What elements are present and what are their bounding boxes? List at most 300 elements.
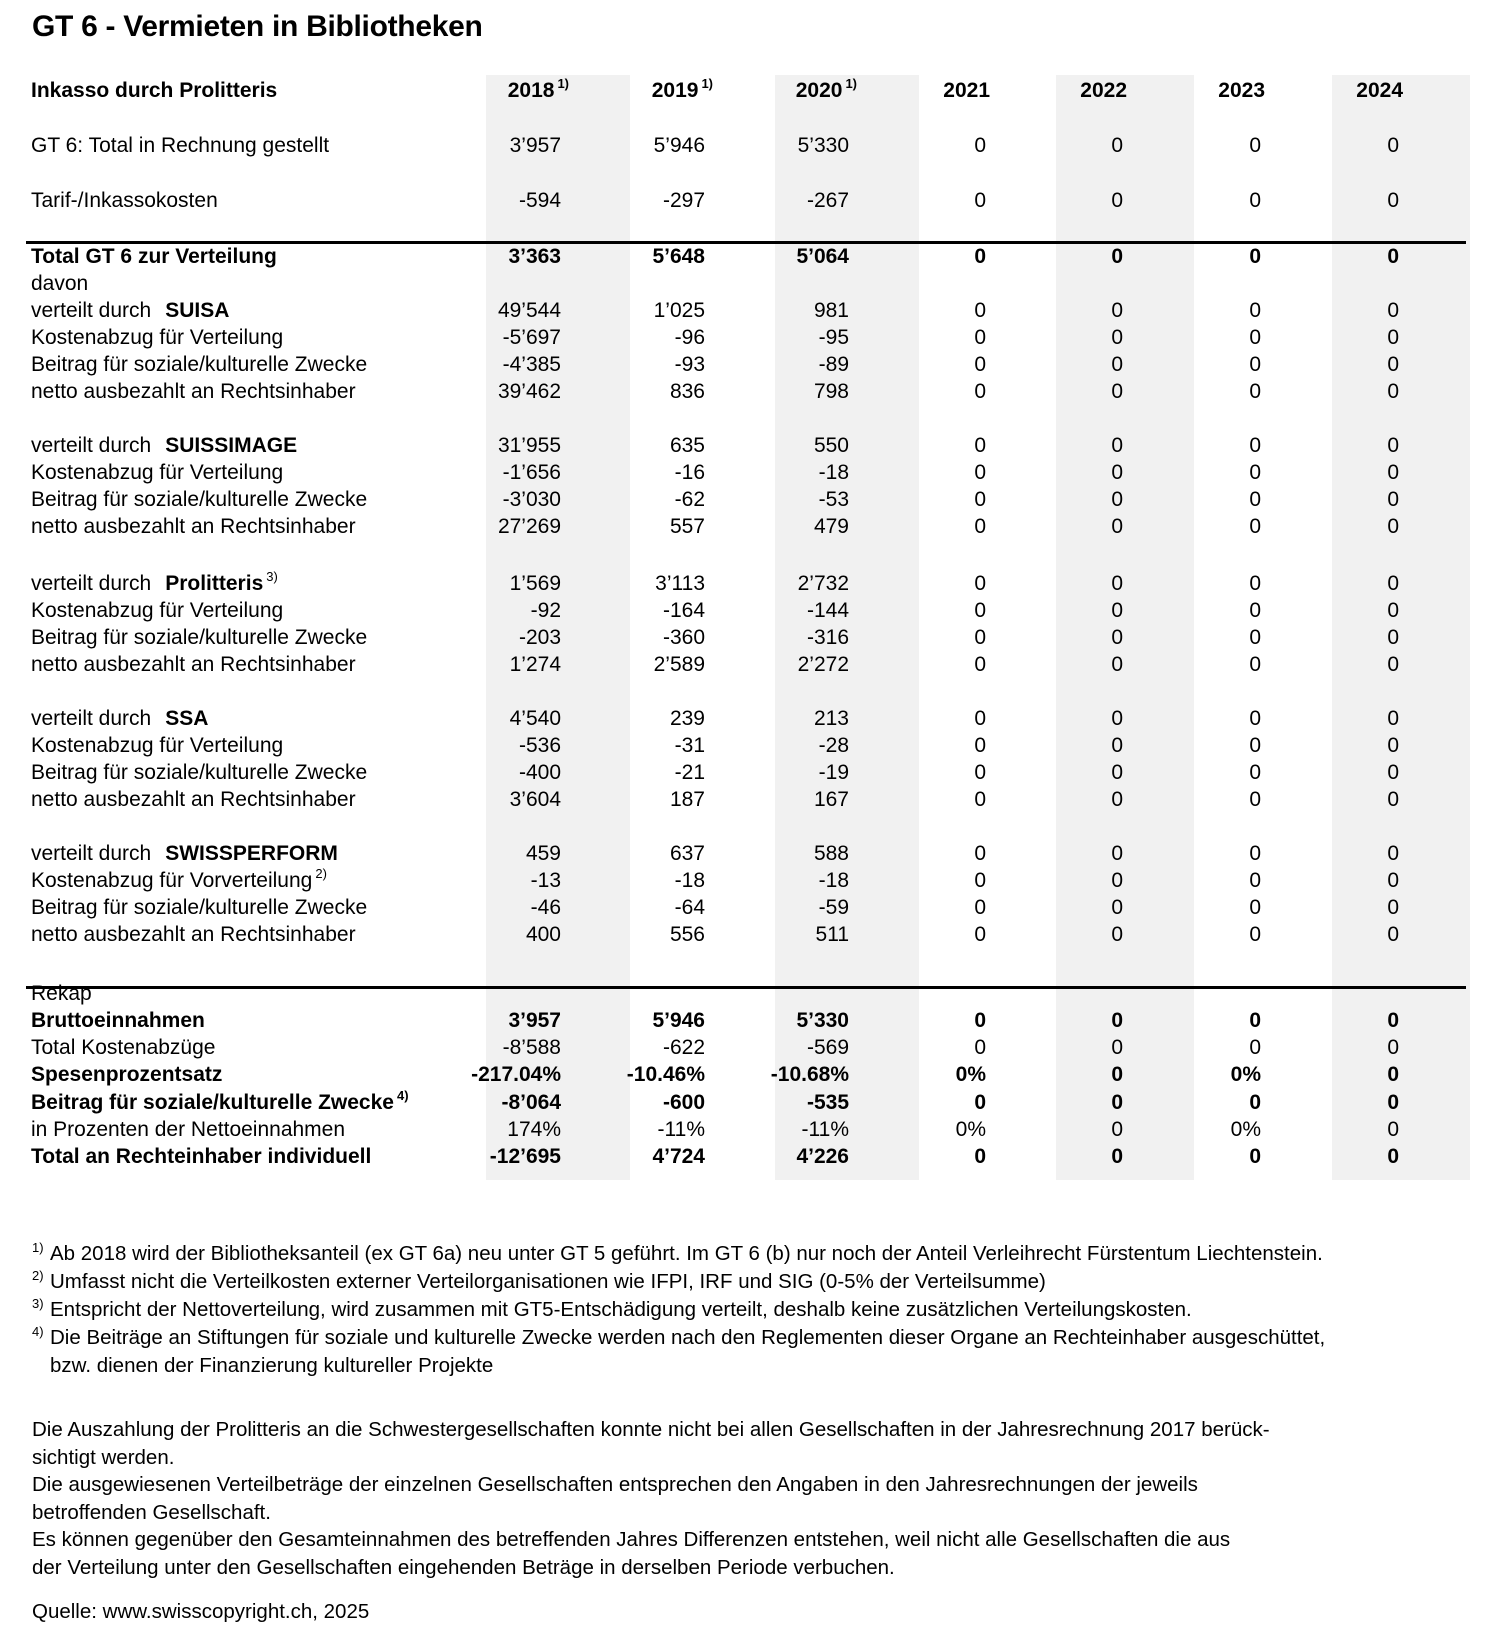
- row-label: Beitrag für soziale/kulturelle Zwecke: [31, 626, 368, 649]
- row-label: netto ausbezahlt an Rechtsinhaber: [31, 923, 356, 946]
- row-label: GT 6: Total in Rechnung gestellt: [31, 134, 330, 157]
- cell-2020: -28: [818, 734, 849, 757]
- row-label: verteilt durch SUISA: [31, 299, 230, 322]
- cell-2020: 213: [813, 707, 849, 730]
- cell-2020: -316: [806, 626, 849, 649]
- row-label: Kostenabzug für Verteilung: [31, 734, 284, 757]
- cell-2022: 0: [1111, 189, 1123, 212]
- cell-2024: 0: [1387, 653, 1399, 676]
- footnote: [32, 1268, 1325, 1296]
- cell-2022: 0: [1111, 1036, 1123, 1059]
- cell-2022: 0: [1111, 380, 1123, 403]
- table-row: [0, 759, 1440, 786]
- cell-2020: 511: [815, 923, 849, 946]
- cell-2021: 0%: [955, 1118, 986, 1141]
- cell-2021: 0: [974, 734, 986, 757]
- cell-2021: 0: [974, 134, 986, 157]
- cell-2018: 3’957: [509, 134, 561, 157]
- cell-2022: 0: [1111, 761, 1123, 784]
- cell-2021: 0: [974, 1036, 986, 1059]
- row-label: Bruttoeinnahmen: [31, 1009, 205, 1032]
- cell-2024: 0: [1387, 896, 1399, 919]
- paragraph-line: Die ausgewiesenen Verteilbeträge der einzelnen Gesellschaften entsprechen den Angaben in den Jahresrechnungen der jeweils: [32, 1473, 1198, 1496]
- cell-2021: 0: [974, 1145, 986, 1168]
- cell-2021: 0: [974, 245, 986, 268]
- cell-2023: 0: [1249, 434, 1261, 457]
- row-label: Total Kostenabzüge: [31, 1036, 216, 1059]
- cell-2020: 5’064: [796, 245, 849, 268]
- row-label: verteilt durch Prolitteris $^{3)}$: [31, 569, 278, 595]
- row-label: netto ausbezahlt an Rechtsinhaber: [31, 653, 356, 676]
- cell-2019: 836: [669, 380, 705, 403]
- cell-2024: 0: [1387, 923, 1399, 946]
- footnote-continuation: [32, 1352, 1325, 1380]
- cell-2018: 3’957: [508, 1009, 561, 1032]
- cell-2024: 0: [1387, 380, 1399, 403]
- cell-2021: 0: [974, 434, 986, 457]
- cell-2020: 5’330: [796, 1009, 849, 1032]
- cell-2023: 0: [1249, 380, 1261, 403]
- header-year-2022: 2022: [1080, 79, 1127, 102]
- cell-2018: 459: [525, 842, 561, 865]
- organization-name: SSA: [165, 707, 209, 730]
- cell-2021: 0: [974, 842, 986, 865]
- cell-2018: -217.04%: [471, 1063, 561, 1086]
- cell-2021: 0: [974, 380, 986, 403]
- paragraph-line: betroffenden Gesellschaft.: [32, 1500, 271, 1524]
- cell-2024: 0: [1387, 1036, 1399, 1059]
- cell-2023: 0: [1249, 1091, 1261, 1114]
- cell-2018: 4’540: [509, 707, 561, 730]
- cell-2020: 798: [813, 380, 849, 403]
- cell-2023: 0: [1249, 1009, 1261, 1032]
- cell-2024: 0: [1387, 1118, 1399, 1141]
- cell-2019: -31: [674, 734, 705, 757]
- cell-2021: 0: [974, 572, 986, 595]
- footnote-number: 4): [32, 1324, 44, 1339]
- footnote-text: bzw. dienen der Finanzierung kultureller Projekte: [50, 1354, 494, 1377]
- cell-2021: 0: [974, 923, 986, 946]
- cell-2024: 0: [1387, 245, 1399, 268]
- table-row: [0, 132, 1440, 159]
- cell-2018: 39’462: [497, 380, 561, 403]
- table-row: [0, 1061, 1440, 1088]
- cell-2023: 0: [1249, 488, 1261, 511]
- footnote: [32, 1324, 1325, 1352]
- cell-2018: -92: [530, 599, 561, 622]
- cell-2023: 0: [1249, 923, 1261, 946]
- row-label: Beitrag für soziale/kulturelle Zwecke: [31, 896, 368, 919]
- cell-2022: 0: [1111, 599, 1123, 622]
- cell-2021: 0: [974, 896, 986, 919]
- table-row: [0, 894, 1440, 921]
- cell-2023: 0: [1249, 761, 1261, 784]
- table-row: [0, 921, 1440, 948]
- table-row: [0, 1034, 1440, 1061]
- cell-2018: 3’604: [509, 788, 561, 811]
- cell-2024: 0: [1387, 189, 1399, 212]
- table-row: [0, 432, 1440, 459]
- cell-2022: 0: [1111, 788, 1123, 811]
- footnote-ref: 1): [701, 76, 713, 91]
- cell-2022: 0: [1111, 626, 1123, 649]
- cell-2023: 0%: [1230, 1063, 1261, 1086]
- row-label: Spesenprozentsatz: [31, 1063, 223, 1086]
- cell-2024: 0: [1387, 599, 1399, 622]
- row-label: Kostenabzug für Vorverteilung $^{2)}$: [31, 866, 327, 892]
- table-row: [0, 187, 1440, 214]
- cell-2020: -89: [818, 353, 849, 376]
- row-label: davon: [31, 272, 89, 295]
- cell-2018: -12’695: [489, 1145, 561, 1168]
- cell-2024: 0: [1387, 707, 1399, 730]
- cell-2023: 0: [1249, 896, 1261, 919]
- table-row: [0, 840, 1440, 867]
- cell-2024: 0: [1387, 353, 1399, 376]
- row-label: Beitrag für soziale/kulturelle Zwecke: [31, 761, 368, 784]
- table-row: [0, 651, 1440, 678]
- cell-2024: 0: [1387, 626, 1399, 649]
- cell-2023: 0: [1249, 299, 1261, 322]
- cell-2018: 174%: [507, 1118, 561, 1141]
- cell-2023: 0%: [1230, 1118, 1261, 1141]
- cell-2018: -8’064: [501, 1091, 561, 1114]
- cell-2022: 0: [1111, 434, 1123, 457]
- cell-2021: 0: [974, 515, 986, 538]
- cell-2018: -3’030: [502, 488, 561, 511]
- cell-2021: 0: [974, 626, 986, 649]
- cell-2019: -64: [674, 896, 705, 919]
- cell-2018: 400: [525, 923, 561, 946]
- cell-2023: 0: [1249, 734, 1261, 757]
- cell-2020: -95: [818, 326, 849, 349]
- table-row: [0, 270, 1440, 297]
- cell-2020: 4’226: [796, 1145, 849, 1168]
- cell-2022: 0: [1111, 1091, 1123, 1114]
- row-label: Kostenabzug für Verteilung: [31, 326, 284, 349]
- page-title: GT 6 - Vermieten in Bibliotheken: [32, 10, 483, 43]
- cell-2018: -536: [518, 734, 561, 757]
- table-row: [0, 378, 1440, 405]
- table-row: [0, 980, 1440, 1007]
- cell-2023: 0: [1249, 572, 1261, 595]
- row-label: Total GT 6 zur Verteilung: [31, 245, 277, 268]
- cell-2018: 3’363: [508, 245, 561, 268]
- header-label: Inkasso durch Prolitteris: [31, 79, 278, 102]
- cell-2021: 0: [974, 1009, 986, 1032]
- cell-2023: 0: [1249, 626, 1261, 649]
- cell-2024: 0: [1387, 488, 1399, 511]
- row-label: Beitrag für soziale/kulturelle Zwecke $^{4)}$: [31, 1088, 409, 1114]
- paragraph-line: Die Auszahlung der Prolitteris an die Schwestergesellschaften konnte nicht bei allen Gesellschaften in der Jahresrechnung 2017 berück-: [32, 1418, 1270, 1441]
- cell-2020: 2’732: [797, 572, 849, 595]
- footnote-number: 1): [32, 1240, 44, 1255]
- table-row: [0, 459, 1440, 486]
- cell-2020: -59: [818, 896, 849, 919]
- organization-name: SUISA: [165, 299, 230, 322]
- cell-2019: -96: [674, 326, 705, 349]
- cell-2024: 0: [1387, 788, 1399, 811]
- cell-2020: -11%: [801, 1118, 849, 1141]
- cell-2023: 0: [1249, 515, 1261, 538]
- cell-2021: 0: [974, 869, 986, 892]
- footnote-text: Entspricht der Nettoverteilung, wird zusammen mit GT5-Entschädigung verteilt, deshalb keine zusätzlichen Verteilungskosten.: [50, 1298, 1192, 1321]
- row-label: netto ausbezahlt an Rechtsinhaber: [31, 515, 356, 538]
- cell-2022: 0: [1111, 923, 1123, 946]
- cell-2023: 0: [1249, 788, 1261, 811]
- cell-2020: -53: [818, 488, 849, 511]
- row-label: in Prozenten der Nettoeinnahmen: [31, 1118, 346, 1141]
- cell-2019: 557: [669, 515, 705, 538]
- cell-2022: 0: [1111, 1118, 1123, 1141]
- cell-2021: 0: [974, 353, 986, 376]
- cell-2020: 2’272: [797, 653, 849, 676]
- cell-2024: 0: [1387, 1145, 1399, 1168]
- cell-2022: 0: [1111, 869, 1123, 892]
- table-row: [0, 351, 1440, 378]
- cell-2019: -164: [662, 599, 705, 622]
- table-row: [0, 597, 1440, 624]
- row-label: netto ausbezahlt an Rechtsinhaber: [31, 380, 356, 403]
- footnote-ref: 1): [557, 76, 569, 91]
- table-row: [0, 1089, 1440, 1116]
- cell-2024: 0: [1387, 461, 1399, 484]
- cell-2019: -622: [662, 1036, 705, 1059]
- footnote-ref: 4): [396, 1088, 409, 1103]
- cell-2020: -18: [818, 869, 849, 892]
- cell-2019: 1’025: [653, 299, 705, 322]
- footnote-ref: 3): [266, 569, 278, 584]
- cell-2018: -4’385: [502, 353, 561, 376]
- header-year-2024: 2024: [1356, 79, 1403, 102]
- cell-2024: 0: [1387, 515, 1399, 538]
- cell-2023: 0: [1249, 869, 1261, 892]
- cell-2024: 0: [1387, 572, 1399, 595]
- cell-2020: 167: [813, 788, 849, 811]
- cell-2019: -360: [662, 626, 705, 649]
- cell-2023: 0: [1249, 707, 1261, 730]
- table-header: [0, 77, 1440, 104]
- cell-2024: 0: [1387, 434, 1399, 457]
- table-row: [0, 1116, 1440, 1143]
- cell-2020: -19: [818, 761, 849, 784]
- source-line: Quelle: www.swisscopyright.ch, 2025: [32, 1600, 370, 1623]
- cell-2019: -16: [674, 461, 705, 484]
- table-row: [0, 297, 1440, 324]
- cell-2019: 556: [669, 923, 705, 946]
- footnote-number: 3): [32, 1296, 44, 1311]
- table-row: [0, 705, 1440, 732]
- row-label: Beitrag für soziale/kulturelle Zwecke: [31, 353, 368, 376]
- cell-2024: 0: [1387, 761, 1399, 784]
- paragraph-line: sichtigt werden.: [32, 1445, 175, 1469]
- cell-2020: 5’330: [797, 134, 849, 157]
- cell-2022: 0: [1111, 515, 1123, 538]
- cell-2019: 5’946: [653, 134, 705, 157]
- cell-2022: 0: [1111, 1145, 1123, 1168]
- cell-2022: 0: [1111, 1009, 1123, 1032]
- row-label: Kostenabzug für Verteilung: [31, 599, 284, 622]
- header-year-2018: 2018 $^{1)}$: [507, 76, 569, 102]
- cell-2022: 0: [1111, 1063, 1123, 1086]
- footnote: [32, 1240, 1325, 1268]
- cell-2024: 0: [1387, 1091, 1399, 1114]
- cell-2019: -297: [662, 189, 705, 212]
- cell-2019: -93: [674, 353, 705, 376]
- cell-2023: 0: [1249, 653, 1261, 676]
- footnote-ref: 1): [845, 76, 857, 91]
- row-label: netto ausbezahlt an Rechtsinhaber: [31, 788, 356, 811]
- cell-2019: -600: [662, 1091, 705, 1114]
- cell-2018: -1’656: [502, 461, 561, 484]
- cell-2022: 0: [1111, 245, 1123, 268]
- table-row: [0, 570, 1440, 597]
- cell-2021: 0: [974, 653, 986, 676]
- cell-2018: -46: [530, 896, 561, 919]
- cell-2022: 0: [1111, 896, 1123, 919]
- cell-2020: -267: [806, 189, 849, 212]
- cell-2021: 0: [974, 761, 986, 784]
- footnote-text: Ab 2018 wird der Bibliotheksanteil (ex GT 6a) neu unter GT 5 geführt. Im GT 6 (b) nur noch der Anteil Verleihrecht Fürstentum Liechtenstein.: [50, 1242, 1323, 1265]
- cell-2022: 0: [1111, 707, 1123, 730]
- cell-2023: 0: [1249, 245, 1261, 268]
- cell-2022: 0: [1111, 353, 1123, 376]
- footnote-text: Die Beiträge an Stiftungen für soziale und kulturelle Zwecke werden nach den Reglementen dieser Organe an Rechteinhaber ausgeschüttet,: [50, 1326, 1326, 1349]
- footnotes: [32, 1240, 1325, 1380]
- table-row: [0, 786, 1440, 813]
- cell-2024: 0: [1387, 134, 1399, 157]
- cell-2020: -569: [806, 1036, 849, 1059]
- cell-2022: 0: [1111, 134, 1123, 157]
- cell-2020: 588: [813, 842, 849, 865]
- cell-2022: 0: [1111, 326, 1123, 349]
- cell-2020: -10.68%: [770, 1063, 849, 1086]
- cell-2018: 31’955: [497, 434, 561, 457]
- cell-2019: -21: [674, 761, 705, 784]
- cell-2023: 0: [1249, 189, 1261, 212]
- cell-2022: 0: [1111, 572, 1123, 595]
- cell-2021: 0: [974, 788, 986, 811]
- cell-2020: 479: [813, 515, 849, 538]
- cell-2024: 0: [1387, 1063, 1399, 1086]
- cell-2020: -18: [818, 461, 849, 484]
- cell-2018: -594: [518, 189, 561, 212]
- cell-2021: 0: [974, 326, 986, 349]
- row-label: verteilt durch SSA: [31, 707, 209, 730]
- cell-2023: 0: [1249, 353, 1261, 376]
- organization-name: SUISSIMAGE: [165, 434, 298, 457]
- cell-2021: 0%: [955, 1063, 986, 1086]
- cell-2019: 637: [669, 842, 705, 865]
- table-row: [0, 486, 1440, 513]
- cell-2021: 0: [974, 189, 986, 212]
- table-row: [0, 513, 1440, 540]
- cell-2018: 49’544: [497, 299, 561, 322]
- cell-2018: -5’697: [502, 326, 561, 349]
- table-row: [0, 867, 1440, 894]
- cell-2020: 550: [813, 434, 849, 457]
- cell-2018: 1’274: [509, 653, 561, 676]
- table-row: [0, 624, 1440, 651]
- organization-name: SWISSPERFORM: [165, 842, 338, 865]
- cell-2019: 5’946: [652, 1009, 705, 1032]
- cell-2019: 5’648: [652, 245, 705, 268]
- header-year-2021: 2021: [943, 79, 990, 102]
- paragraph-line: der Verteilung unter den Gesellschaften eingehenden Beträge in derselben Periode verbuchen.: [32, 1555, 895, 1579]
- cell-2020: 981: [813, 299, 849, 322]
- row-label: Beitrag für soziale/kulturelle Zwecke: [31, 488, 368, 511]
- table-row: [0, 732, 1440, 759]
- row-label: Total an Rechteinhaber individuell: [31, 1145, 372, 1168]
- cell-2018: 27’269: [497, 515, 561, 538]
- row-label: Kostenabzug für Verteilung: [31, 461, 284, 484]
- cell-2022: 0: [1111, 653, 1123, 676]
- cell-2021: 0: [974, 488, 986, 511]
- footnote-text: Umfasst nicht die Verteilkosten externer Verteilorganisationen wie IFPI, IRF und SIG (0-5% der Verteilsumme): [50, 1270, 1046, 1293]
- cell-2019: 3’113: [655, 572, 705, 595]
- cell-2021: 0: [974, 299, 986, 322]
- table-row: [0, 324, 1440, 351]
- cell-2023: 0: [1249, 134, 1261, 157]
- cell-2021: 0: [974, 707, 986, 730]
- cell-2019: -11%: [657, 1118, 705, 1141]
- footnote: [32, 1296, 1325, 1324]
- cell-2019: -10.46%: [626, 1063, 705, 1086]
- table-row: [0, 243, 1440, 270]
- cell-2019: -62: [674, 488, 705, 511]
- cell-2023: 0: [1249, 326, 1261, 349]
- cell-2018: -13: [530, 869, 561, 892]
- cell-2018: -8’588: [502, 1036, 561, 1059]
- organization-name: Prolitteris: [165, 572, 264, 595]
- cell-2023: 0: [1249, 1036, 1261, 1059]
- cell-2018: -203: [518, 626, 561, 649]
- row-label: Tarif-/Inkassokosten: [31, 189, 218, 212]
- cell-2024: 0: [1387, 299, 1399, 322]
- cell-2021: 0: [974, 599, 986, 622]
- cell-2023: 0: [1249, 599, 1261, 622]
- footnote-number: 2): [32, 1268, 44, 1283]
- cell-2023: 0: [1249, 1145, 1261, 1168]
- cell-2022: 0: [1111, 299, 1123, 322]
- row-label: Rekap: [31, 982, 92, 1005]
- table-row: [0, 1143, 1440, 1170]
- cell-2024: 0: [1387, 734, 1399, 757]
- row-label: verteilt durch SUISSIMAGE: [31, 434, 298, 457]
- cell-2019: 239: [669, 707, 705, 730]
- cell-2019: 635: [669, 434, 705, 457]
- cell-2023: 0: [1249, 842, 1261, 865]
- cell-2020: -535: [806, 1091, 849, 1114]
- cell-2018: 1’569: [509, 572, 561, 595]
- cell-2022: 0: [1111, 488, 1123, 511]
- footnote-ref: 2): [315, 866, 327, 881]
- cell-2019: 2’589: [653, 653, 705, 676]
- header-year-2019: 2019 $^{1)}$: [651, 76, 713, 102]
- cell-2020: -144: [806, 599, 849, 622]
- explanatory-text: [32, 1416, 1452, 1581]
- cell-2022: 0: [1111, 734, 1123, 757]
- cell-2022: 0: [1111, 461, 1123, 484]
- header-year-2023: 2023: [1218, 79, 1265, 102]
- cell-2019: 187: [669, 788, 705, 811]
- cell-2021: 0: [974, 1091, 986, 1114]
- cell-2024: 0: [1387, 1009, 1399, 1032]
- cell-2018: -400: [518, 761, 561, 784]
- cell-2019: -18: [674, 869, 705, 892]
- cell-2024: 0: [1387, 869, 1399, 892]
- cell-2023: 0: [1249, 461, 1261, 484]
